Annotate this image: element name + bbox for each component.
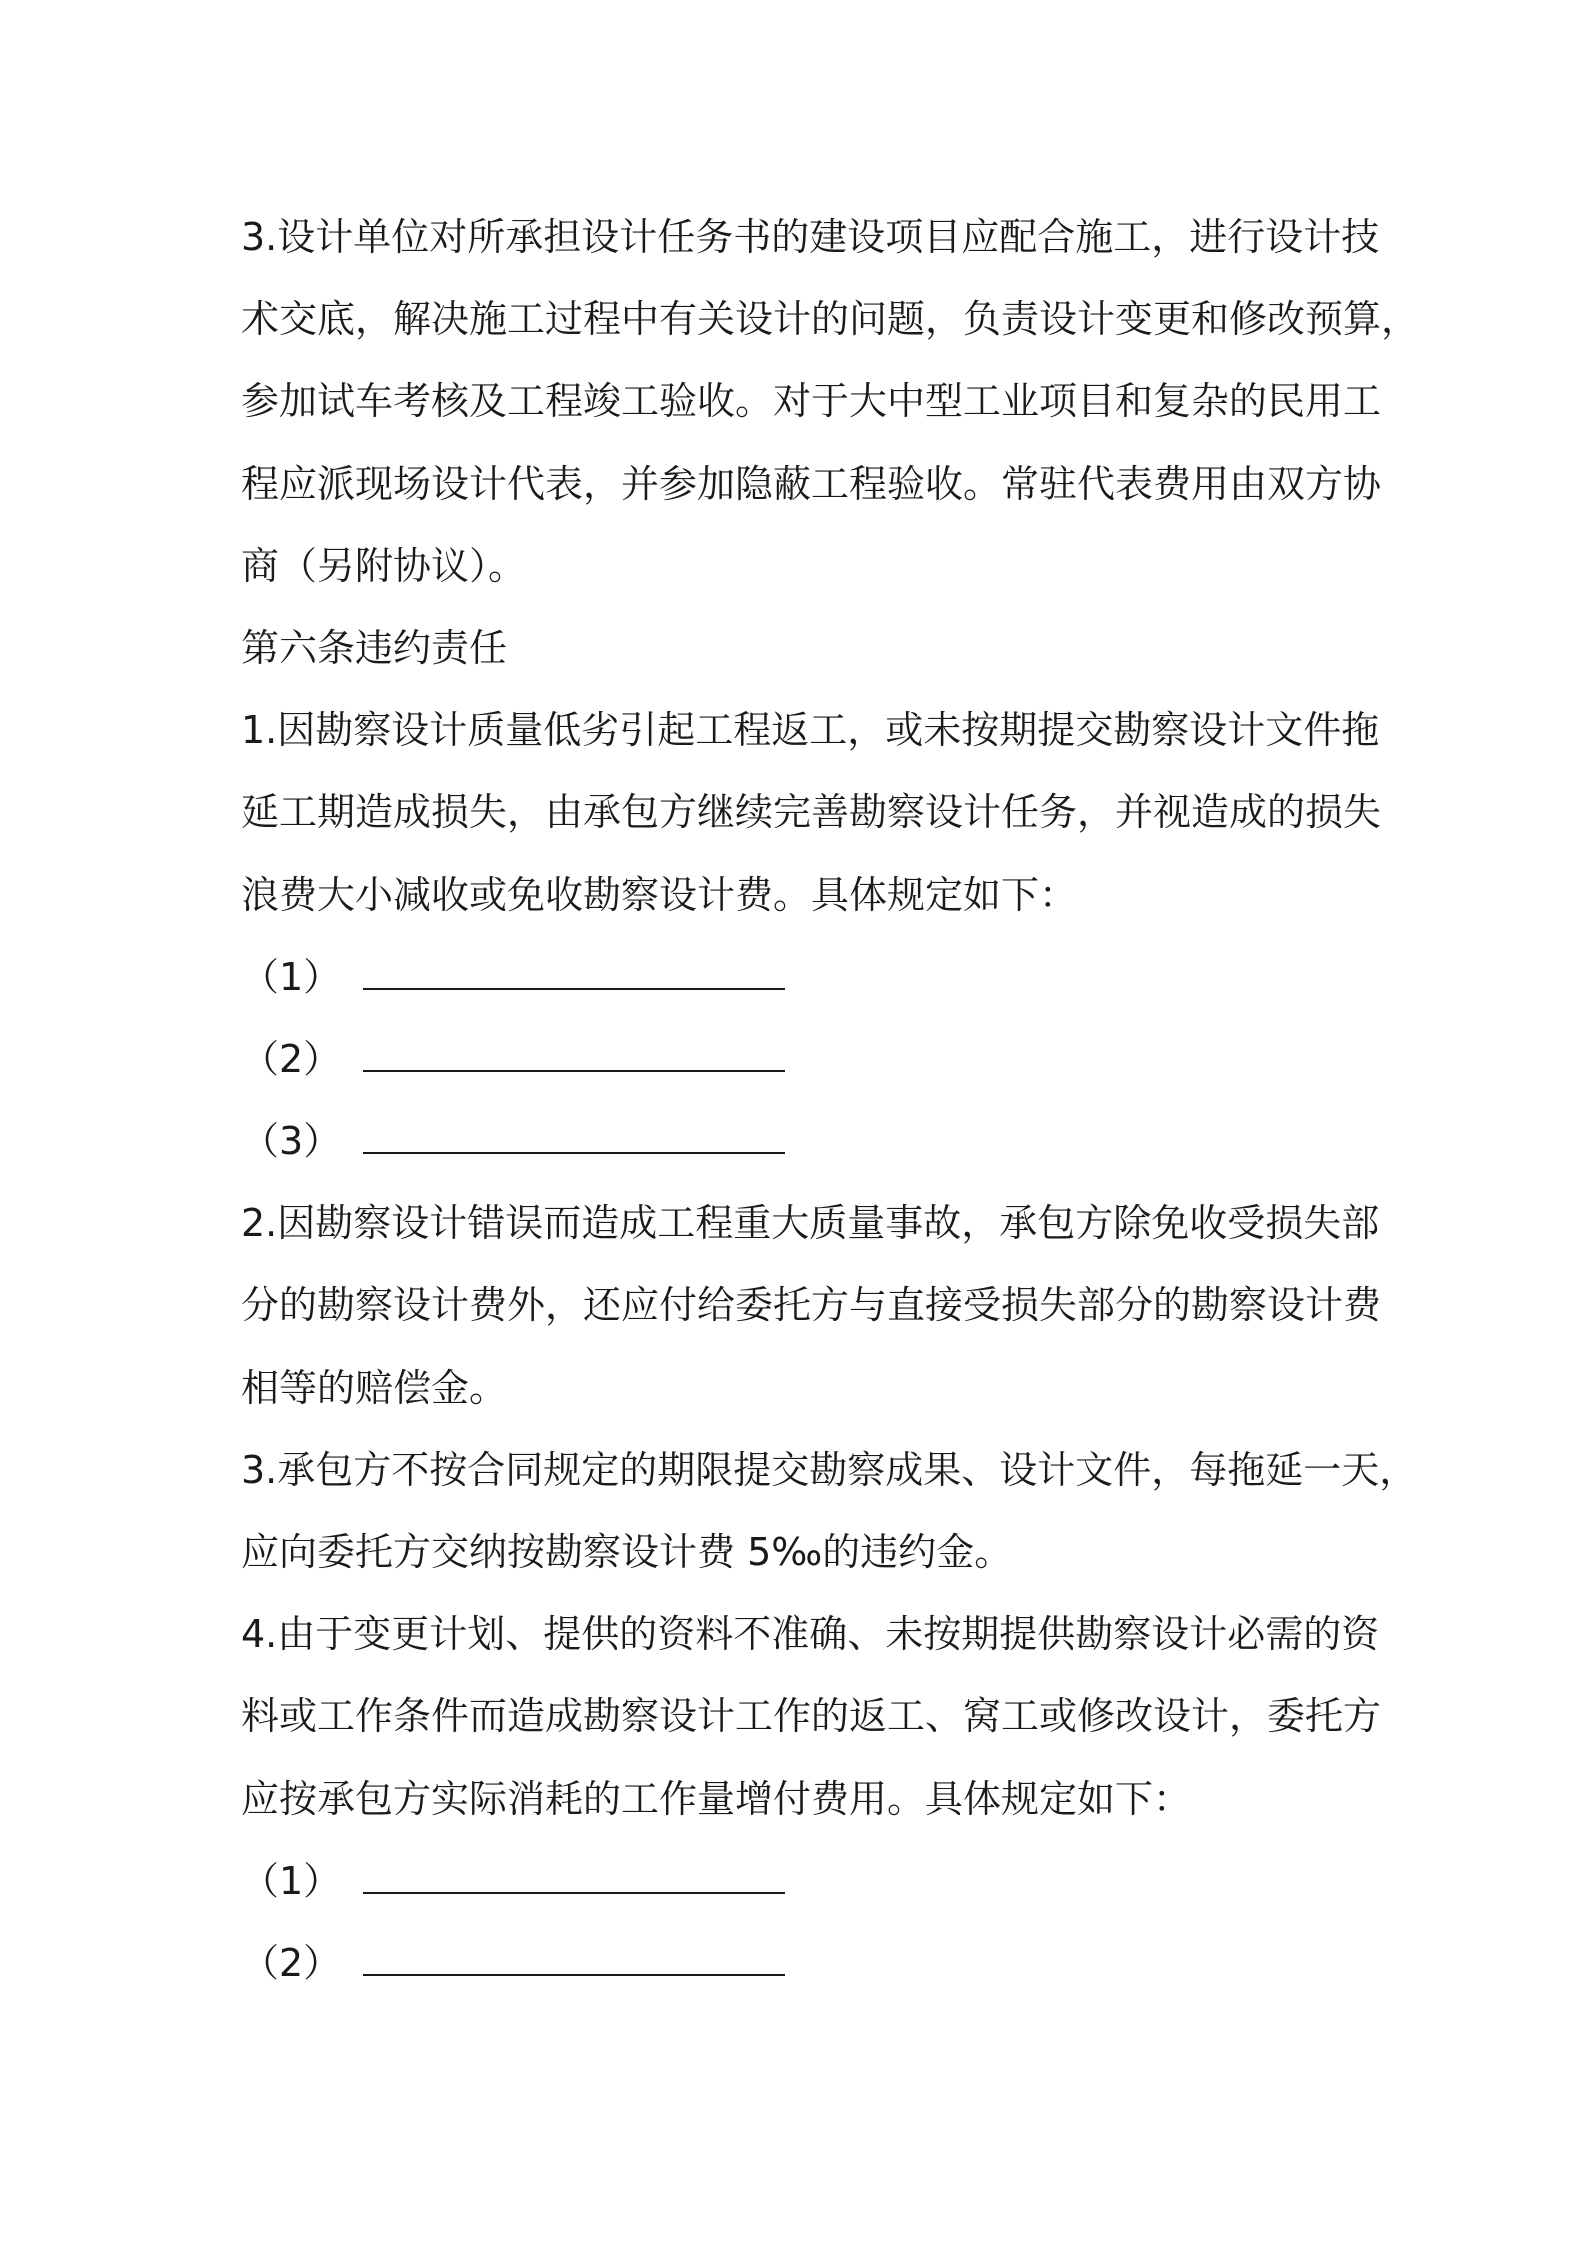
paragraph-line: 4.由于变更计划、提供的资料不准确、未按期提供勘察设计必需的资: [241, 1612, 1380, 1657]
paragraph-line: 程应派现场设计代表，并参加隐蔽工程验收。常驻代表费用由双方协: [241, 461, 1382, 506]
paragraph-line: 应按承包方实际消耗的工作量增付费用。具体规定如下：: [241, 1776, 1192, 1821]
section-heading: 第六条违约责任: [241, 625, 508, 670]
paragraph-line: 相等的赔偿金。: [241, 1365, 508, 1410]
fill-in-blank-item: [241, 1922, 1351, 2004]
paragraph-line: 参加试车考核及工程竣工验收。对于大中型工业项目和复杂的民用工: [241, 379, 1382, 424]
paragraph-line: 1.因勘察设计质量低劣引起工程返工，或未按期提交勘察设计文件拖: [241, 708, 1380, 753]
document-page: [241, 196, 1420, 2004]
fill-in-blank-underline: [363, 1118, 785, 1154]
fill-in-blank-underline: [363, 1858, 785, 1894]
paragraph-line: 2.因勘察设计错误而造成工程重大质量事故，承包方除免收受损失部: [241, 1201, 1380, 1246]
fill-in-blank-item: [241, 1840, 1351, 1922]
fill-in-blank-item: [241, 1100, 1351, 1182]
paragraph-line: 延工期造成损失，由承包方继续完善勘察设计任务，并视造成的损失: [241, 790, 1382, 835]
blank-item-number: （1）: [241, 954, 342, 999]
paragraph-line: 应向委托方交纳按勘察设计费 5‰的违约金。: [241, 1530, 1013, 1574]
fill-in-blank-underline: [363, 1940, 785, 1976]
blank-item-number: （2）: [241, 1940, 342, 1985]
fill-in-blank-underline: [363, 1036, 785, 1072]
paragraph-line: 分的勘察设计费外，还应付给委托方与直接受损失部分的勘察设计费: [241, 1283, 1382, 1328]
paragraph-line: 3.设计单位对所承担设计任务书的建设项目应配合施工，进行设计技: [241, 215, 1380, 259]
paragraph-line: 料或工作条件而造成勘察设计工作的返工、窝工或修改设计，委托方: [241, 1694, 1382, 1739]
paragraph-line: 浪费大小减收或免收勘察设计费。具体规定如下：: [241, 872, 1078, 917]
blank-item-number: （3）: [241, 1119, 342, 1164]
fill-in-blank-underline: [363, 954, 785, 990]
paragraph-line: 术交底，解决施工过程中有关设计的问题，负责设计变更和修改预算，: [241, 297, 1420, 342]
fill-in-blank-item: [241, 1018, 1351, 1100]
fill-in-blank-item: [241, 936, 1351, 1018]
blank-item-number: （2）: [241, 1036, 342, 1081]
paragraph-line: 商（另附协议）。: [241, 543, 527, 588]
blank-item-number: （1）: [241, 1858, 342, 1903]
paragraph-line: 3.承包方不按合同规定的期限提交勘察成果、设计文件，每拖延一天，: [241, 1447, 1418, 1492]
